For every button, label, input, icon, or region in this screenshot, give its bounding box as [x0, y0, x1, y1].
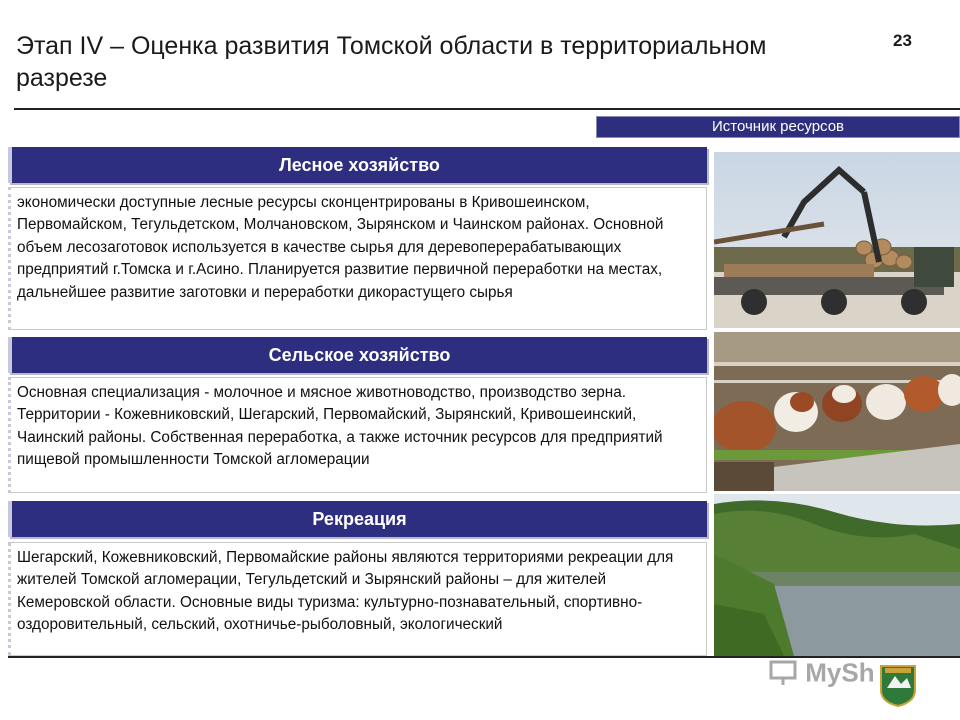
- section-text-forestry: экономически доступные лесные ресурсы сконцентрированы в Кривошеинском, Первомайском, Тегульдетском, Молчановском, Зырянском и Чаинском районах. Основной объем лесозаготовок используется в качестве сырья для деревоперерабатывающих предприятий г.Томска и г.Асино. Планируется развитие первичной переработки на местах, дальнейшее развитие заготовки и переработки дикорастущего сырья: [8, 187, 707, 330]
- forestry-photo: [714, 152, 960, 328]
- section-header-agriculture: Сельское хозяйство: [8, 337, 707, 373]
- section-header-recreation: Рекреация: [8, 501, 707, 537]
- section-header-forestry: Лесное хозяйство: [8, 147, 707, 183]
- presentation-icon: [768, 660, 798, 686]
- page-title: Этап IV – Оценка развития Томской области в территориальном разрезе: [16, 32, 767, 92]
- resource-source-label: Источник ресурсов: [596, 116, 960, 138]
- agriculture-photo: [714, 332, 960, 491]
- title-divider: [14, 108, 960, 110]
- recreation-photo: [714, 494, 960, 656]
- watermark-text: MySh: [805, 657, 875, 688]
- section-text-agriculture: Основная специализация - молочное и мясное животноводство, производство зерна. Территории - Кожевниковский, Шегарский, Первомайский, Зырянский, Кривошеинский, Чаинский районы. Собственная переработка, а также источник ресурсов для предприятий пищевой промышленности Томской агломерации: [8, 377, 707, 493]
- page-number: 23: [893, 31, 912, 50]
- section-text-recreation: Шегарский, Кожевниковский, Первомайские районы являются территориями рекреации для жителей Томской агломерации, Тегульдетский и Зырянский районы – для жителей Кемеровской области. Основные виды туризма: культурно-познавательный, спортивно-оздоровительный, сельский, охотничье-рыболовный, экологический: [8, 542, 707, 656]
- region-emblem-icon: [877, 662, 919, 708]
